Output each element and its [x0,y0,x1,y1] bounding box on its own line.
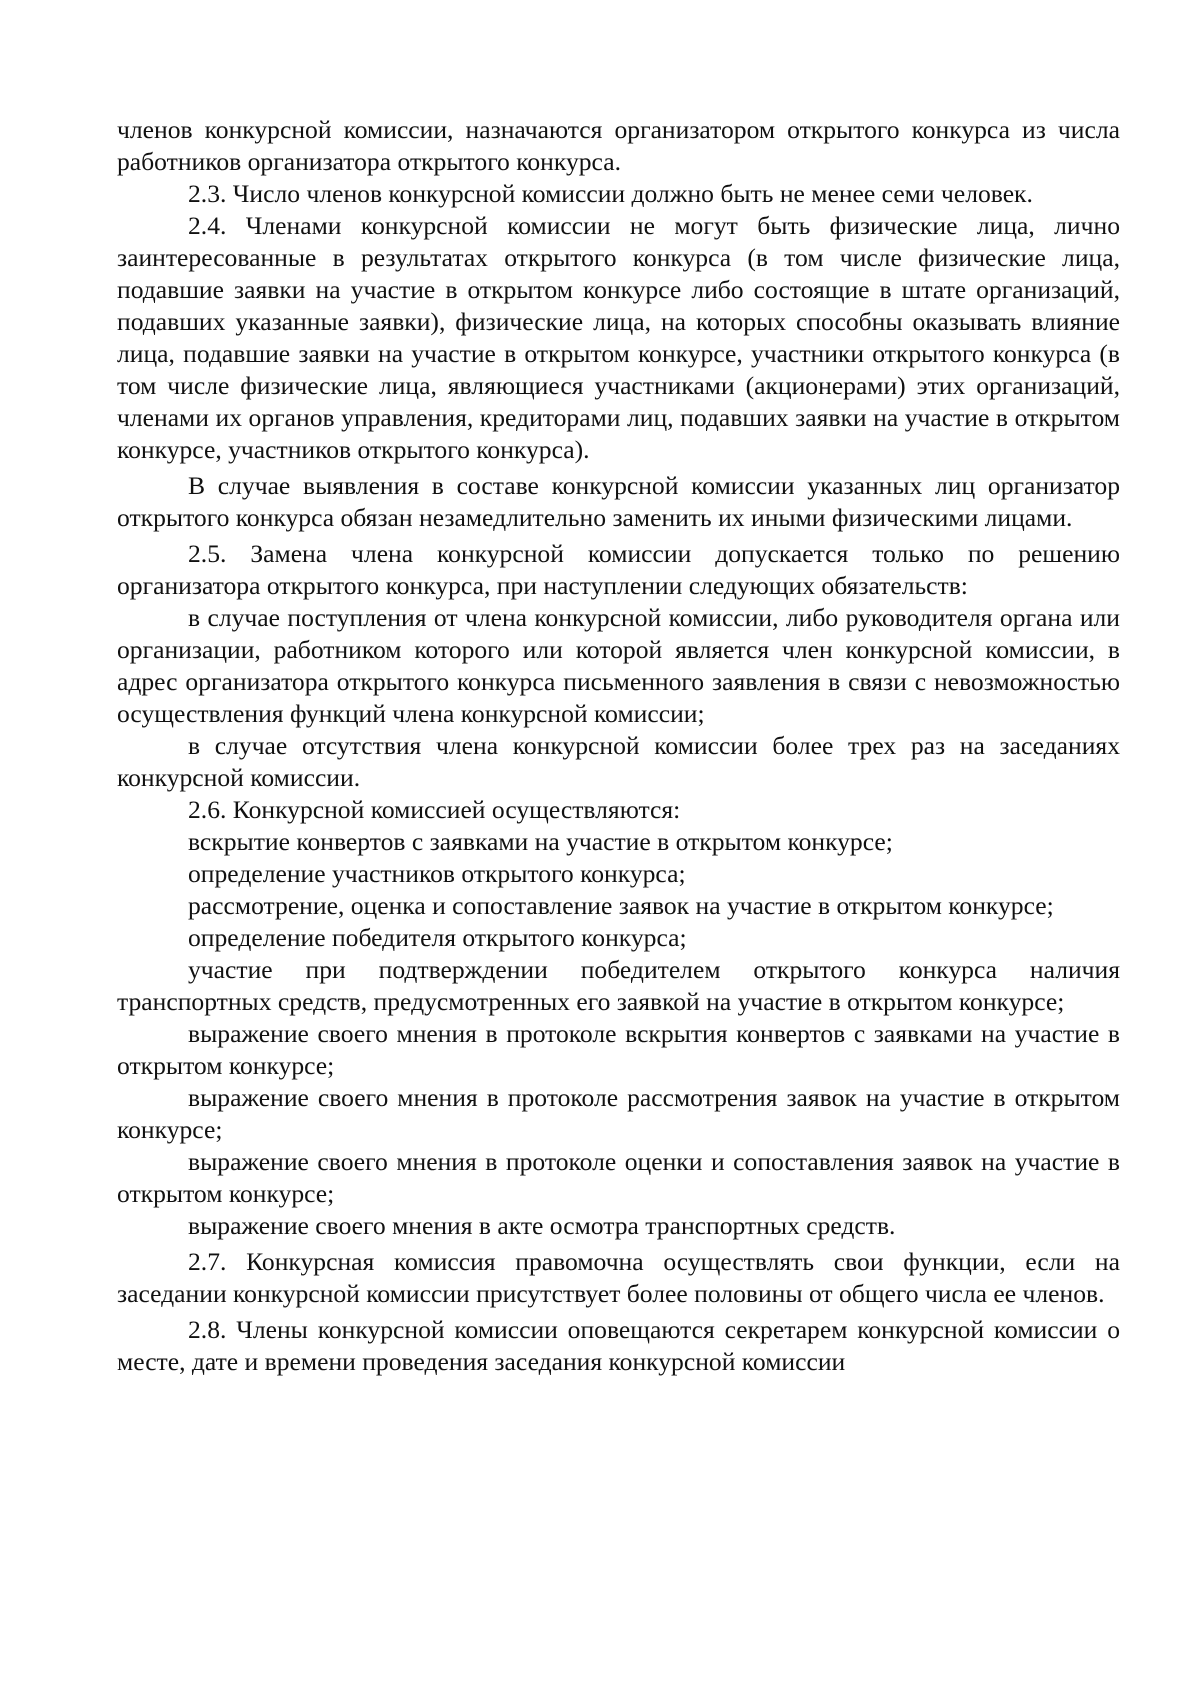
paragraph-2-5: 2.5. Замена члена конкурсной комиссии допускается только по решению организатора открытого конкурса, при наступлении следующих обязательств: [117,539,1120,600]
list-item-winner: определение победителя открытого конкурса; [188,923,687,952]
document-body [117,114,1120,1378]
list-item-opening-protocol-opinion: выражение своего мнения в протоколе вскрытия конвертов с заявками на участие в открытом конкурсе; [117,1019,1120,1080]
paragraph-case-absence: в случае отсутствия члена конкурсной комиссии более трех раз на заседаниях конкурсной комиссии. [117,731,1120,792]
paragraph-replacement-rule: В случае выявления в составе конкурсной комиссии указанных лиц организатор открытого конкурса обязан незамедлительно заменить их иными физическими лицами. [117,471,1120,532]
paragraph-2-4: 2.4. Членами конкурсной комиссии не могут быть физические лица, лично заинтересованные в результатах открытого конкурса (в том числе физические лица, подавшие заявки на участие в открытом конкурсе либо состоящие в штате организаций, подавших указанные заявки), физические лица, на которых способны оказывать влияние лица, подавшие заявки на участие в открытом конкурсе, участники открытого конкурса (в том числе физические лица, являющиеся участниками (акционерами) этих организаций, членами их органов управления, кредиторами лиц, подавших заявки на участие в открытом конкурсе, участников открытого конкурса). [117,211,1120,464]
paragraph-commission-members-continued: членов конкурсной комиссии, назначаются организатором открытого конкурса из числа работников организатора открытого конкурса. [117,115,1120,176]
paragraph-2-8: 2.8. Члены конкурсной комиссии оповещаются секретарем конкурсной комиссии о месте, дате и времени проведения заседания конкурсной комиссии [117,1315,1120,1376]
list-item-vehicle-inspection-opinion: выражение своего мнения в акте осмотра транспортных средств. [188,1211,896,1240]
list-item-review-protocol-opinion: выражение своего мнения в протоколе рассмотрения заявок на участие в открытом конкурсе; [117,1083,1120,1144]
list-item-opening-envelopes: вскрытие конвертов с заявками на участие в открытом конкурсе; [188,827,893,856]
list-item-assessment-protocol-opinion: выражение своего мнения в протоколе оценки и сопоставления заявок на участие в открытом конкурсе; [117,1147,1120,1208]
paragraph-case-application: в случае поступления от члена конкурсной комиссии, либо руководителя органа или организации, работником которого или которой является член конкурсной комиссии, в адрес организатора открытого конкурса письменного заявления в связи с невозможностью осуществления функций члена конкурсной комиссии; [117,603,1120,728]
paragraph-2-3: 2.3. Число членов конкурсной комиссии должно быть не менее семи человек. [188,179,1033,208]
list-item-evaluation: рассмотрение, оценка и сопоставление заявок на участие в открытом конкурсе; [188,891,1054,920]
list-item-participants: определение участников открытого конкурса; [188,859,686,888]
paragraph-2-7: 2.7. Конкурсная комиссия правомочна осуществлять свои функции, если на заседании конкурсной комиссии присутствует более половины от общего числа ее членов. [117,1247,1120,1308]
paragraph-2-6: 2.6. Конкурсной комиссией осуществляются: [188,795,681,824]
list-item-vehicle-confirmation: участие при подтверждении победителем открытого конкурса наличия транспортных средств, предусмотренных его заявкой на участие в открытом конкурсе; [117,955,1120,1016]
